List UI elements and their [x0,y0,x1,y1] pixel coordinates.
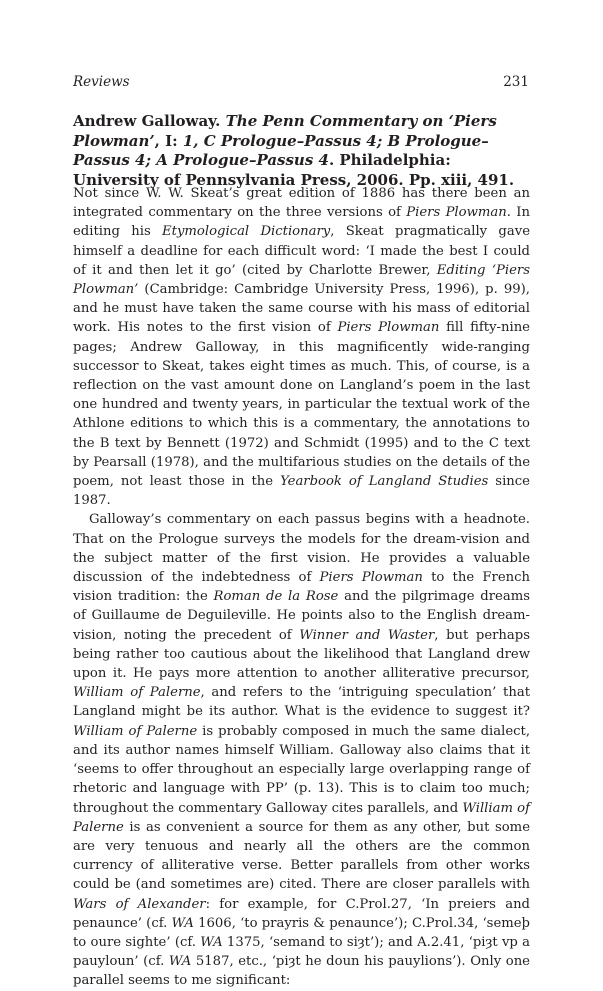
text-run: since 1987. [73,474,530,509]
review-author: Andrew Galloway. [73,112,221,130]
text-run: 5187, etc., ‘piȝt he doun his pauylions’). Only one parallel seems to me significant: [73,954,530,989]
review-body [73,184,530,991]
text-run: 1606, ‘to prayris & penaunce’); C.Prol.34, ‘semeþ to oure sighte’ (cf. [73,915,530,950]
paragraph [73,510,530,990]
running-head [73,74,529,90]
review-publication: . Philadelphia: University of Pennsylvania Press, 2006. Pp. xiii, 491. [73,151,515,189]
text-run: , and refers to the ‘intriguing speculation’ that Langland might be its author. What is the evidence to suggest it? [73,685,530,720]
italic-run: Piers Plowman [319,570,423,586]
review-book-title: The Penn Commentary on ‘Piers Plowman’ [73,112,497,150]
review-contents: 1, C Prologue–Passus 4; B Prologue–Passus 4; A Prologue–Passus 4 [73,131,489,169]
text-run: , Skeat pragmatically gave himself a deadline for each difficult word: ‘I made the best I could of it and then let it go’ (cited by Charlotte Brewer, [73,224,530,278]
italic-run: William of Palerne [73,685,201,701]
paragraph [73,184,530,510]
italic-run: Piers Plowman [406,205,507,221]
italic-run: Etymological Dictionary [162,224,331,240]
text-run: Not since W. W. Skeat’s great edition of 1886 has there been an integrated commentary on the three versions of [73,186,530,221]
italic-run: Piers Plowman [337,320,440,336]
text-run: Galloway’s commentary on each passus begins with a headnote. That on the Prologue surveys the models for the dream-vision and the subject matter of the first vision. He provides a valuable discussion of the indebtedness of [73,512,530,586]
italic-run: Editing ‘Piers Plowman’ [73,262,530,298]
review-heading [73,112,529,190]
text-run: is as convenient a source for them as any other, but some are very tenuous and nearly all the others are the common currency of alliterative verse. Better parallels from other works could be (and sometimes are) cited. There are closer parallels with [73,819,530,893]
italic-run: Winner and Waster [299,627,435,643]
italic-run: William of Palerne [73,723,198,739]
text-run: . In editing his [73,205,530,240]
page-number: 231 [503,74,529,90]
italic-run: WA [171,915,194,931]
text-run: , but perhaps being rather too cautious about the likelihood that Langland drew upon it. He pays more attention to another alliterative precursor, [73,627,530,682]
text-run: and the pilgrimage dreams of Guillaume de Deguileville. He points also to the English dream-vision, noting the precedent of [73,589,530,643]
text-run: is probably composed in much the same dialect, and its author names himself William. Galloway also claims that it ‘seems to offer throughout an especially large overlapping range of rhetoric and language with PP’ (p. 13). This is to claim too much; throughout the commentary Galloway cites parallels, and [73,723,531,816]
text-run: 1375, ‘semand to siȝt’); and A.2.41, ‘piȝt vp a pauyloun’ (cf. [73,934,530,970]
review-volume: , I: [154,131,183,150]
italic-run: WA [200,934,223,950]
italic-run: Roman de la Rose [213,589,339,605]
text-run: (Cambridge: Cambridge University Press, 1996), p. 99), and he must have taken the same course with his mass of editorial work. His notes to the first vision of [73,282,530,336]
italic-run: Wars of Alexander [73,896,206,912]
text-run: fill fifty-nine pages; Andrew Galloway, in this magnificently wide-ranging successor to Skeat, takes eight times as much. This, of course, is a reflection on the vast amount done on Langland’s poem in the last one hundred and twenty years, in particular the textual work of the Athlone editions to which this is a commentary, the annotations to the B text by Bennett (1972) and Schmidt (1995) and to the C text by Pearsall (1978), and the multifarious studies on the details of the poem, not least those in the [73,320,530,490]
italic-run: Yearbook of Langland Studies [280,474,489,490]
text-run: to the French vision tradition: the [73,570,530,605]
italic-run: WA [168,954,192,970]
italic-run: William of Palerne [73,800,531,835]
running-head-section: Reviews [73,74,130,90]
text-run: : for example, for C.Prol.27, ‘In preiers and penaunce’ (cf. [73,896,530,931]
